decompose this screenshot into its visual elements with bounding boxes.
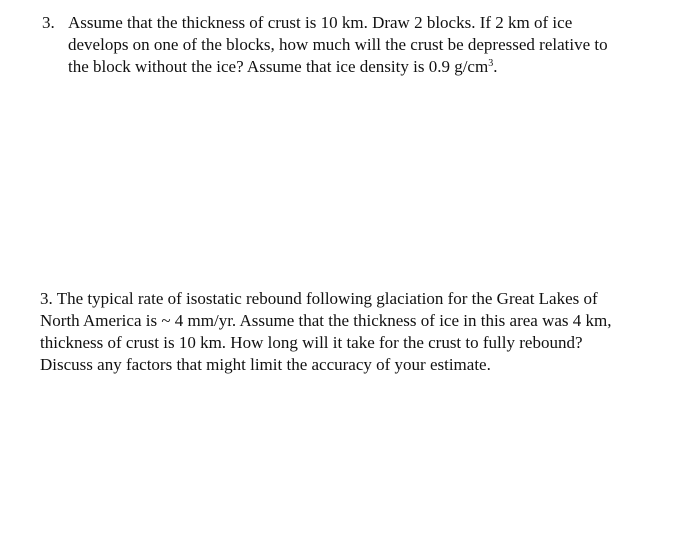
question-1-line-2: develops on one of the blocks, how much will the crust be depressed relative to — [68, 35, 608, 54]
question-1-number: 3. — [42, 13, 55, 32]
question-2-line-1: 3. The typical rate of isostatic rebound following glaciation for the Great Lakes of — [40, 289, 598, 308]
question-1-line-1: Assume that the thickness of crust is 10 km. Draw 2 blocks. If 2 km of ice — [68, 13, 573, 32]
question-1-text — [68, 12, 682, 78]
question-2-line-4: Discuss any factors that might limit the accuracy of your estimate. — [40, 355, 491, 374]
question-1-ending: . — [493, 57, 498, 76]
question-1-line-3-text: the block without the ice? Assume that ice density is 0.9 g/cm — [68, 57, 489, 76]
cubic-superscript: 3 — [488, 58, 494, 69]
question-2 — [40, 288, 690, 376]
question-1-line-3 — [68, 56, 682, 78]
question-2-line-2: North America is ~ 4 mm/yr. Assume that the thickness of ice in this area was 4 km, — [40, 311, 612, 330]
question-2-line-3: thickness of crust is 10 km. How long will it take for the crust to fully rebound? — [40, 333, 583, 352]
question-1 — [42, 12, 682, 78]
